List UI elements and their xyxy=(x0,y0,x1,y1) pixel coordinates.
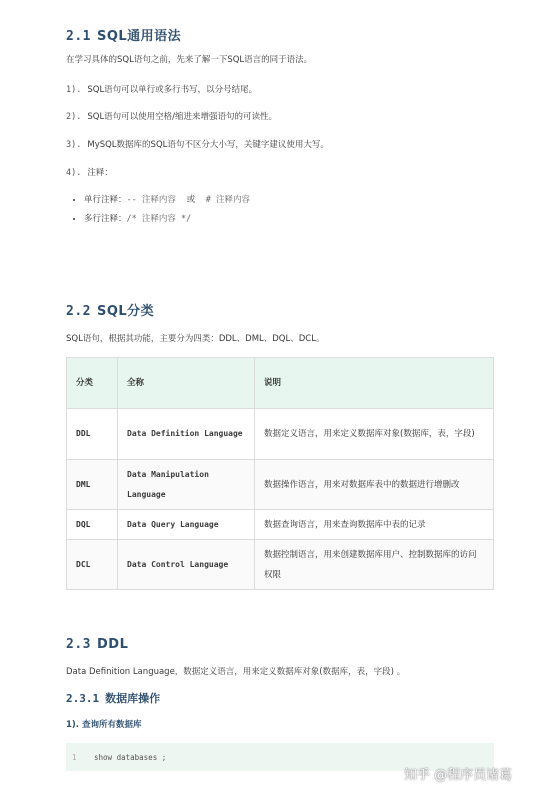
category-cell: DML xyxy=(67,460,118,510)
column-header: 全称 xyxy=(118,358,255,409)
section-intro: 在学习具体的SQL语句之前，先来了解一下SQL语言的同于语法。 xyxy=(66,55,313,65)
sql-category-table xyxy=(66,357,494,590)
section-heading-2-1 xyxy=(66,25,181,44)
description-cell: 数据控制语言，用来创建数据库用户、控制数据库的访问权限 xyxy=(255,540,494,590)
category-cell: DDL xyxy=(67,409,118,460)
section-intro: SQL语句，根据其功能，主要分为四类：DDL、DML、DQL、DCL。 xyxy=(66,334,325,344)
category-cell: DQL xyxy=(67,510,118,540)
table-row xyxy=(67,409,494,460)
section-number: 2.1 xyxy=(66,29,91,44)
item-text: 注释： xyxy=(87,168,113,178)
section-heading-2-2 xyxy=(66,300,154,319)
list-item xyxy=(66,110,277,122)
comment-label: 多行注释： xyxy=(84,214,127,224)
full-name-cell: Data Query Language xyxy=(118,510,255,540)
comment-label: 单行注释： xyxy=(84,195,127,205)
list-item xyxy=(66,83,257,95)
list-item xyxy=(66,138,329,150)
column-header: 分类 xyxy=(67,358,118,409)
section-heading-2-3 xyxy=(66,637,128,652)
line-number: 1 xyxy=(72,753,77,762)
item-number: 4). xyxy=(66,168,82,178)
comment-code: -- 注释内容 xyxy=(126,195,176,205)
description-cell: 数据操作语言，用来对数据库表中的数据进行增删改 xyxy=(255,460,494,510)
section-number: 2.2 xyxy=(66,304,91,319)
list-item xyxy=(84,212,250,224)
item-text: MySQL数据库的SQL语句不区分大小写，关键字建议使用大写。 xyxy=(87,140,329,150)
table-row xyxy=(67,540,494,590)
code-line: show databases ; xyxy=(94,753,167,762)
subsection-number: 2.3.1 xyxy=(66,692,100,705)
description-cell: 数据定义语言，用来定义数据库对象(数据库，表，字段) xyxy=(255,409,494,460)
category-cell: DCL xyxy=(67,540,118,590)
table-row xyxy=(67,510,494,540)
subsection-heading-2-3-1 xyxy=(66,690,160,706)
item-number: 1). xyxy=(66,85,82,95)
item-text: SQL语句可以使用空格/缩进来增强语句的可读性。 xyxy=(87,112,278,122)
section-number: 2.3 xyxy=(66,637,91,652)
item-text: SQL语句可以单行或多行书写，以分号结尾。 xyxy=(87,85,258,95)
full-name-cell: Data Manipulation Language xyxy=(118,460,255,510)
full-name-cell: Data Control Language xyxy=(118,540,255,590)
section-intro: Data Definition Language，数据定义语言，用来定义数据库对象(数据库，表，字段) 。 xyxy=(66,667,406,677)
section-title: SQL分类 xyxy=(96,304,155,319)
comment-code: /* 注释内容 */ xyxy=(126,214,192,224)
list-item xyxy=(66,166,113,178)
section-title: SQL通用语法 xyxy=(96,29,182,44)
table-header-row xyxy=(67,358,494,409)
zhihu-watermark: 知乎 @程序员诸葛 xyxy=(404,768,513,783)
comment-or: 或 xyxy=(186,195,196,205)
column-header: 说明 xyxy=(255,358,494,409)
subsection-title: 数据库操作 xyxy=(105,692,161,705)
step-label: 1). 查询所有数据库 xyxy=(66,720,142,730)
item-number: 2). xyxy=(66,112,82,122)
section-title: DDL xyxy=(96,637,129,652)
full-name-cell: Data Definition Language xyxy=(118,409,255,460)
item-number: 3). xyxy=(66,140,82,150)
comment-code: # 注释内容 xyxy=(205,195,251,205)
comment-list xyxy=(66,193,250,231)
table-row xyxy=(67,460,494,510)
list-item xyxy=(84,193,250,205)
description-cell: 数据查询语言，用来查询数据库中表的记录 xyxy=(255,510,494,540)
